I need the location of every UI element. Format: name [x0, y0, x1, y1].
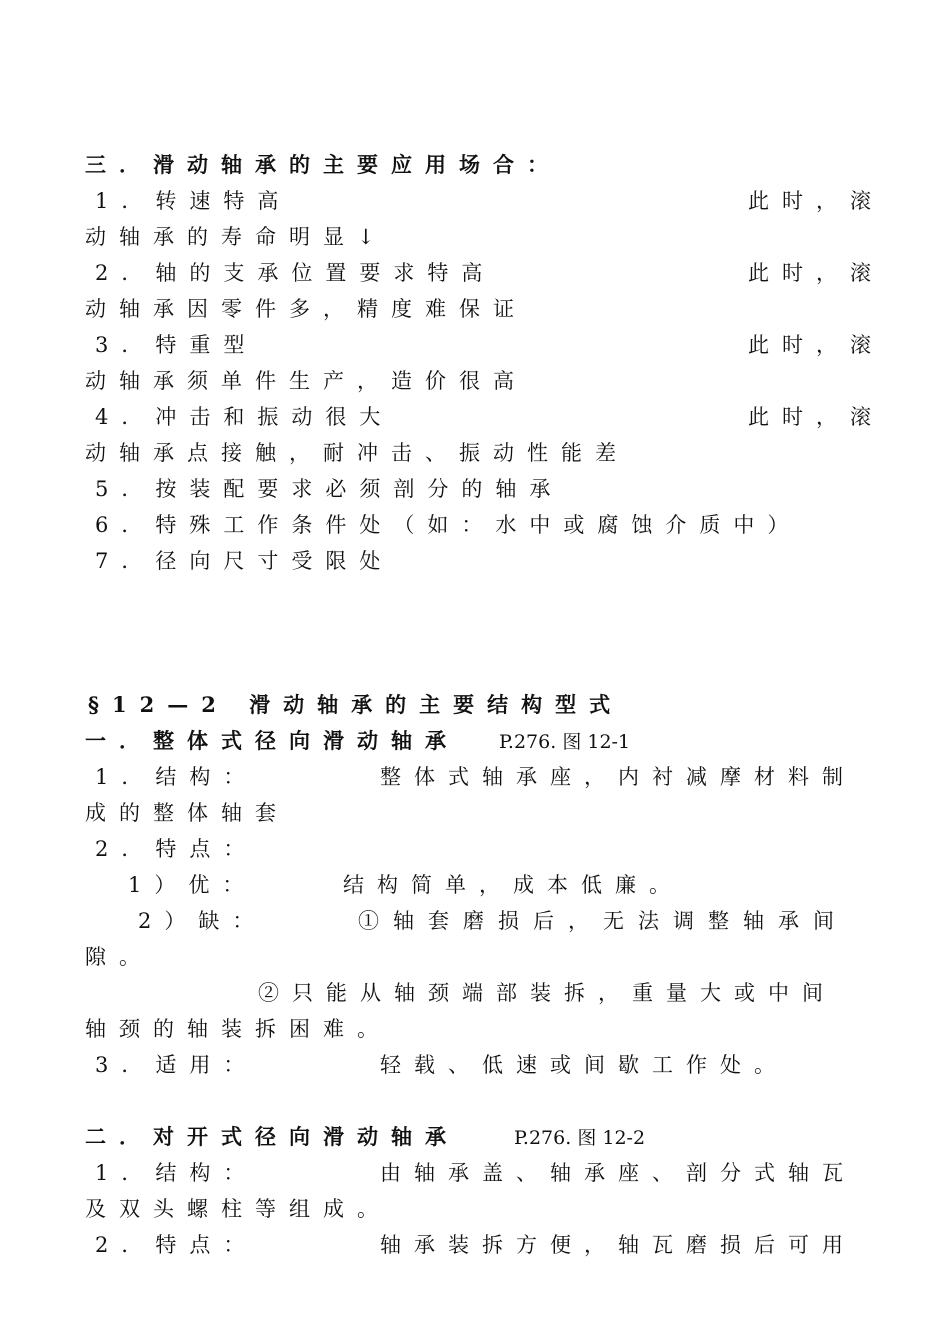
- list-item-label: 1．转速特高: [95, 189, 292, 213]
- list-item: 7．径向尺寸受限处: [95, 549, 394, 573]
- list-item: 6．特殊工作条件处（如：水中或腐蚀介质中）: [95, 513, 802, 537]
- con-text-1: ①轴套磨损后，无法调整轴承间: [358, 909, 848, 933]
- list-item-label: 3．特重型: [95, 333, 258, 357]
- structure-text: 整体式轴承座，内衬减摩材料制: [380, 765, 856, 789]
- structure-label: 1．结构：: [95, 765, 258, 789]
- subsection-heading: [85, 1119, 882, 1155]
- features-text: 轴承装拆方便，轴瓦磨损后可用: [380, 1233, 856, 1257]
- figure-reference: P.276. 图 12-2: [514, 1127, 646, 1149]
- section-heading: 三．滑动轴承的主要应用场合：: [85, 152, 561, 177]
- list-item-right: 此时，滚: [748, 405, 884, 429]
- figure-reference: P.276. 图 12-1: [499, 731, 631, 753]
- pro-label: 1）优：: [128, 873, 257, 897]
- structure-continuation: 及双头螺柱等组成。: [85, 1197, 391, 1221]
- list-item-label: 4．冲击和振动很大: [95, 405, 394, 429]
- apply-label: 3．适用：: [95, 1053, 258, 1077]
- structure-text: 由轴承盖、轴承座、剖分式轴瓦: [380, 1161, 856, 1185]
- list-item-continuation: 动轴承因零件多，精度难保证: [85, 297, 527, 321]
- list-item-continuation: 动轴承的寿命明显↓: [85, 225, 388, 249]
- list-item-label: 2．轴的支承位置要求特高: [95, 261, 496, 285]
- subsection-title: 一．整体式径向滑动轴承: [85, 728, 459, 753]
- pro-text: 结构简单，成本低廉。: [343, 873, 683, 897]
- subsection-title: 二．对开式径向滑动轴承: [85, 1124, 459, 1149]
- structure-label: 1．结构：: [95, 1161, 258, 1185]
- list-item-continuation: 动轴承须单件生产，造价很高: [85, 369, 527, 393]
- features-label: 2．特点：: [95, 837, 258, 861]
- list-item: 5．按装配要求必须剖分的轴承: [95, 477, 564, 501]
- list-item-continuation: 动轴承点接触，耐冲击、振动性能差: [85, 441, 629, 465]
- list-item-right: 此时，滚: [748, 261, 884, 285]
- con-label: 2）缺：: [138, 909, 267, 933]
- apply-text: 轻载、低速或间歇工作处。: [380, 1053, 788, 1077]
- subsection-heading: [85, 723, 882, 759]
- con-text-1-continuation: 隙。: [85, 945, 153, 969]
- list-item-right: 此时，滚: [748, 189, 884, 213]
- features-label: 2．特点：: [95, 1233, 258, 1257]
- section-heading: §12—2 滑动轴承的主要结构型式: [88, 692, 624, 717]
- structure-continuation: 成的整体轴套: [85, 801, 289, 825]
- list-item-right: 此时，滚: [748, 333, 884, 357]
- con-text-2: ②只能从轴颈端部装拆，重量大或中间: [258, 981, 836, 1005]
- con-text-2-continuation: 轴颈的轴装拆困难。: [85, 1017, 391, 1041]
